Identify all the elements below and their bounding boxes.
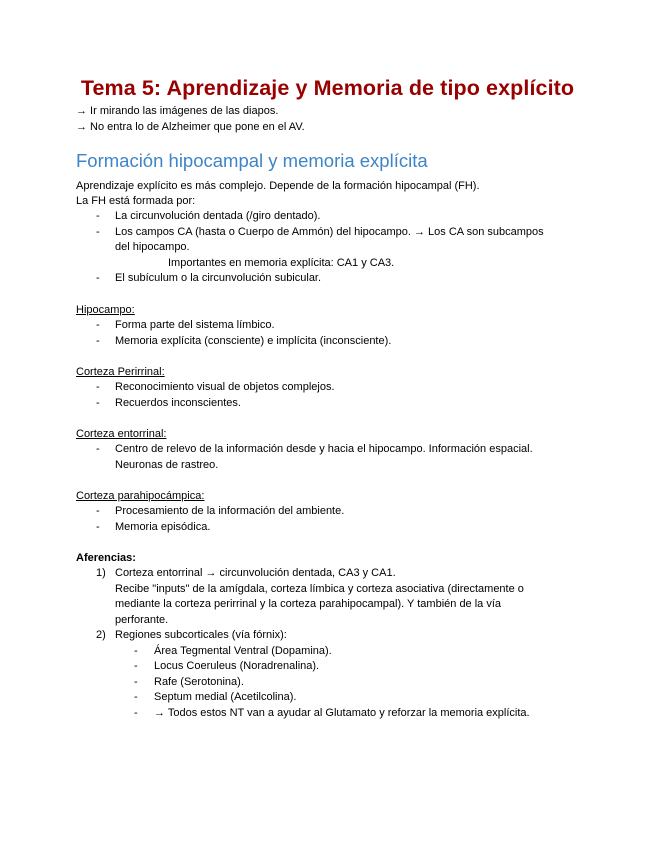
note-line: → No entra lo de Alzheimer que pone en el AV. [76,121,305,133]
list-item: Centro de relevo de la información desde y hacia el hipocampo. Información espacial. [115,443,533,455]
bullet-dash: - [96,397,100,409]
section-heading: Formación hipocampal y memoria explícita [76,150,428,171]
sub-list-item: → Todos estos NT van a ayudar al Glutamato y reforzar la memoria explícita. [154,707,530,719]
bullet-dash: - [96,505,100,517]
sub-list-item: Septum medial (Acetilcolina). [154,691,297,703]
subsection-heading: Corteza Perirrinal: [76,366,165,378]
list-item-continuation: del hipocampo. [115,241,190,253]
intro-line: Aprendizaje explícito es más complejo. Depende de la formación hipocampal (FH). [76,180,480,192]
list-item-continuation: mediante la corteza perirrinal y la corteza parahipocampal). Y también de la vía [115,598,502,610]
bullet-dash: - [134,645,138,657]
list-item: Recuerdos inconscientes. [115,397,241,409]
bullet-dash: - [96,272,100,284]
intro-line: La FH está formada por: [76,195,196,207]
bullet-dash: - [134,691,138,703]
list-item: Procesamiento de la información del ambiente. [115,505,345,517]
list-item: Reconocimiento visual de objetos complejos. [115,381,335,393]
list-item: Regiones subcorticales (vía fórnix): [115,629,287,641]
list-item-continuation: perforante. [115,614,169,626]
bullet-dash: - [96,443,100,455]
list-item: Forma parte del sistema límbico. [115,319,275,331]
subsection-heading: Corteza parahipocámpica: [76,490,205,502]
bullet-dash: - [96,319,100,331]
list-item-note: Importantes en memoria explícita: CA1 y CA3. [168,257,395,269]
subsection-heading: Corteza entorrinal: [76,428,167,440]
subsection-heading: Hipocampo: [76,304,135,316]
list-item-continuation: Recibe "inputs" de la amígdala, corteza límbica y corteza asociativa (directamente o [115,583,524,595]
list-number: 2) [96,629,106,641]
note-line: → Ir mirando las imágenes de las diapos. [76,105,279,117]
list-item: Memoria explícita (consciente) e implícita (inconsciente). [115,335,392,347]
sub-list-item: Rafe (Serotonina). [154,676,244,688]
list-item: Los campos CA (hasta o Cuerpo de Ammón) del hipocampo. → Los CA son subcampos [115,226,544,238]
sub-list-item: Locus Coeruleus (Noradrenalina). [154,660,320,672]
list-item: Memoria episódica. [115,521,211,533]
bullet-dash: - [134,676,138,688]
bullet-dash: - [96,381,100,393]
list-item: El subículum o la circunvolución subicular. [115,272,322,284]
sub-list-item: Área Tegmental Ventral (Dopamina). [154,645,332,657]
aferencias-heading: Aferencias: [76,552,136,564]
list-item: La circunvolución dentada (/giro dentado). [115,210,321,222]
bullet-dash: - [96,210,100,222]
bullet-dash: - [134,660,138,672]
bullet-dash: - [134,707,138,719]
list-item: Corteza entorrinal → circunvolución dentada, CA3 y CA1. [115,567,396,579]
bullet-dash: - [96,521,100,533]
bullet-dash: - [96,226,100,238]
document-title: Tema 5: Aprendizaje y Memoria de tipo explícito [80,76,575,100]
bullet-dash: - [96,335,100,347]
list-item-continuation: Neuronas de rastreo. [115,459,219,471]
list-number: 1) [96,567,106,579]
